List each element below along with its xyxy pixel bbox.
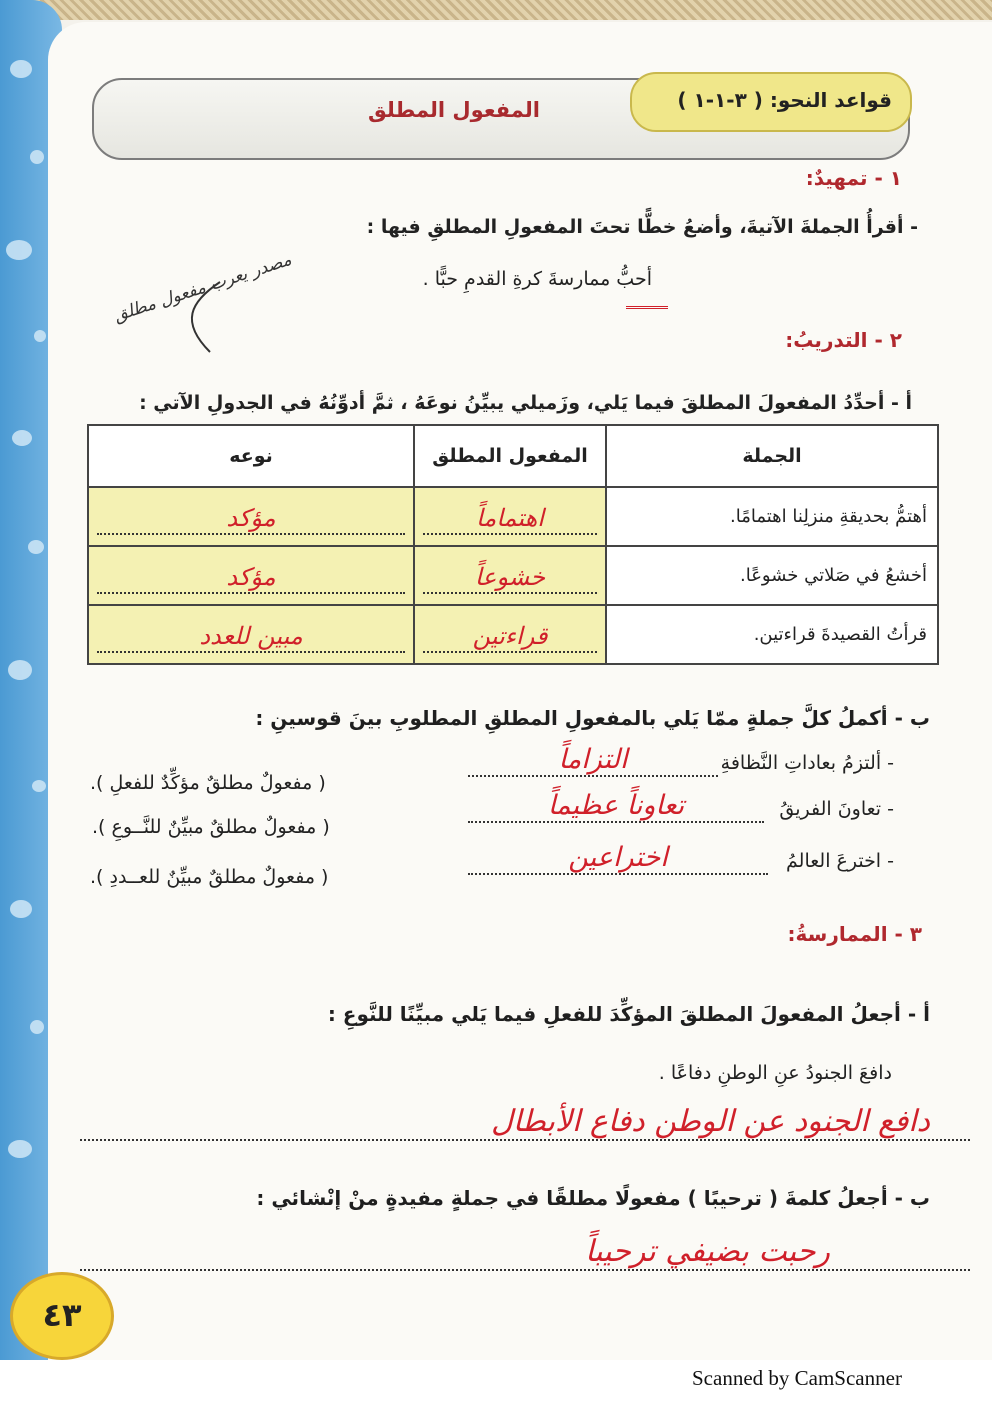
row-sentence: قرأتُ القصيدةَ قراءتين. <box>606 605 938 664</box>
col-type: نوعه <box>88 425 414 487</box>
completion-hint: ( مفعولٌ مطلقٌ مؤكِّدٌ للفعلِ ). <box>90 772 326 794</box>
completion-answer[interactable]: اختراعين <box>468 842 768 875</box>
practice-heading: ٣ - الممارسةُ: <box>787 922 922 946</box>
practice-sentence: دافعَ الجنودُ عنِ الوطنِ دفاعًا . <box>658 1062 892 1084</box>
table-row <box>88 546 938 605</box>
row-object[interactable]: اهتماماً <box>423 503 597 535</box>
row-object-cell <box>414 546 606 605</box>
row-type[interactable]: مؤكد <box>97 503 405 535</box>
intro-sentence: أحبُّ ممارسةَ كرةِ القدمِ حبًّا . <box>422 268 652 290</box>
scanner-watermark: Scanned by CamScanner <box>692 1366 902 1390</box>
completion-answer[interactable]: التزاماً <box>468 744 718 777</box>
page-number: ٤٣ <box>42 1296 82 1334</box>
row-object[interactable]: قراءتين <box>423 621 597 653</box>
row-object[interactable]: خشوعاً <box>423 562 597 594</box>
practice-part-b: ب - أجعلُ كلمةَ ( ترحيبًا ) مفعولًا مطلقًا في جملةٍ مفيدةٍ منْ إنْشائي : <box>256 1186 930 1210</box>
completion-stem: - ألتزمُ بعاداتِ النَّظافةِ <box>720 752 894 774</box>
intro-instruction: - أقرأُ الجملةَ الآتيةَ، وأضعُ خطًّا تحتَ المفعولِ المطلقِ فيها : <box>366 216 918 238</box>
row-sentence: أهتمُّ بحديقةِ منزلِنا اهتمامًا. <box>606 487 938 546</box>
row-type-cell <box>88 605 414 664</box>
table-row <box>88 605 938 664</box>
row-type-cell <box>88 546 414 605</box>
row-type[interactable]: مبين للعدد <box>97 621 405 653</box>
row-object-cell <box>414 605 606 664</box>
page-title: المفعول المطلق <box>368 98 540 122</box>
row-sentence: أخشعُ في صَلاتي خشوعًا. <box>606 546 938 605</box>
completion-answer[interactable]: تعاوناً عظيماً <box>468 790 764 823</box>
training-heading: ٢ - التدريبُ: <box>785 328 902 352</box>
section-label: قواعد النحو: ( ٣-١-١ ) <box>677 88 892 112</box>
row-object-cell <box>414 487 606 546</box>
practice-answer-a[interactable]: دافع الجنود عن الوطن دفاع الأبطال <box>80 1104 970 1141</box>
completion-hint: ( مفعولٌ مطلقٌ مبيِّنٌ للعــددِ ). <box>90 866 329 888</box>
answer-table <box>87 424 939 665</box>
completion-hint: ( مفعولٌ مطلقٌ مبيِّنٌ للنَّــوعِ ). <box>92 816 330 838</box>
pencil-note: مصدر يعرب مفعول مطلق <box>111 249 294 327</box>
underline-mark <box>626 298 668 309</box>
background-carpet <box>0 0 992 20</box>
row-type-cell <box>88 487 414 546</box>
page-number-badge <box>10 1272 114 1360</box>
practice-answer-b[interactable]: رحبت بضيفي ترحيباً <box>80 1234 970 1271</box>
row-type[interactable]: مؤكد <box>97 562 405 594</box>
col-sentence: الجملة <box>606 425 938 487</box>
training-part-b: ب - أكملُ كلَّ جملةٍ ممّا يَلي بالمفعولِ المطلقِ المطلوبِ بينَ قوسينِ : <box>255 706 930 730</box>
completion-stem: - تعاونَ الفريقُ <box>779 798 894 820</box>
col-object: المفعول المطلق <box>414 425 606 487</box>
completion-stem: - اخترعَ العالمُ <box>786 850 894 872</box>
intro-heading: ١ - تمهيدٌ: <box>805 166 902 190</box>
practice-part-a: أ - أجعلُ المفعولَ المطلقَ المؤكِّدَ للفعلِ فيما يَلي مبيِّنًا للنَّوعِ : <box>327 1002 930 1026</box>
table-row <box>88 487 938 546</box>
table-header-row <box>88 425 938 487</box>
training-part-a: أ - أحدِّدُ المفعولَ المطلقَ فيما يَلي، وزَميلي يبيِّنُ نوعَهُ ، ثمَّ أدوِّنُهُ في الجدولِ الآتي : <box>139 392 912 414</box>
